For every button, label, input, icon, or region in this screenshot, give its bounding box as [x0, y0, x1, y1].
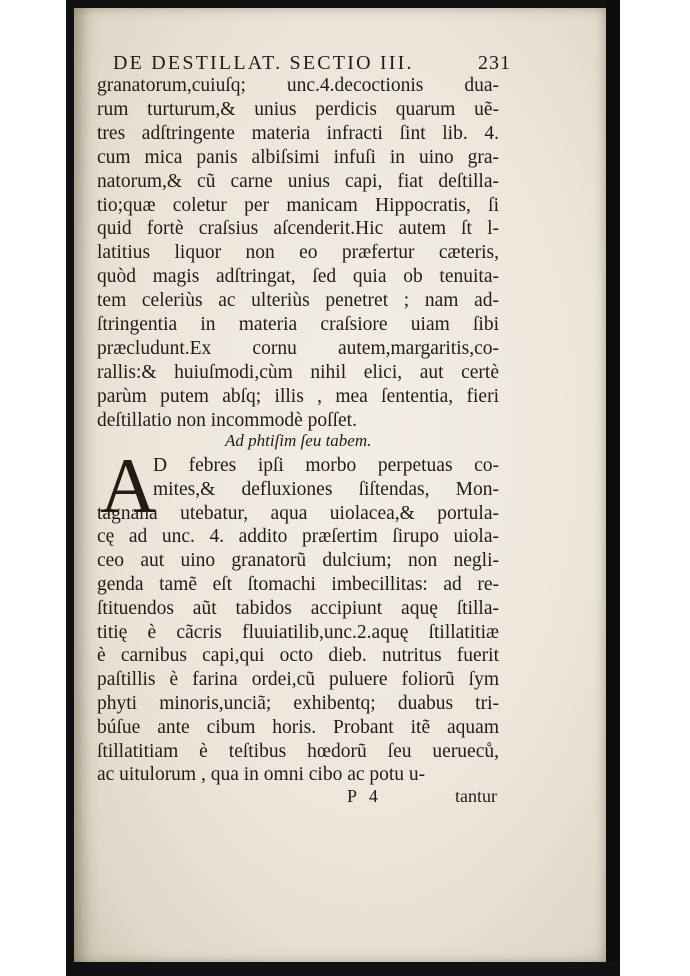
text-line: titię è cãcris fluuiatilib,unc.2.aquę ſtillatitiæ — [97, 621, 499, 643]
text-line: granatorum,cuiuſq; unc.4.decoctionis dua- — [97, 75, 499, 96]
running-header — [113, 49, 511, 77]
text-line: cę ad unc. 4. addito præſertim ſirupo uiola- — [97, 526, 499, 548]
scan-border-left — [66, 0, 74, 976]
page-number: 231 — [478, 52, 511, 74]
signature-mark: P 4 — [347, 786, 382, 806]
text-line: ceo aut uino granatorũ dulcium; non negli- — [97, 550, 499, 572]
text-line: rum turturum,& unius perdicis quarum uẽ- — [97, 98, 499, 120]
text-line: è carnibus capi,qui octo dieb. nutritus fuerit — [97, 645, 499, 667]
text-line: tres adſtringente materia infracti ſint lib. 4. — [97, 122, 499, 144]
text-line: ſtillatitiam è teſtibus hœdorũ ſeu uerueců, — [97, 740, 499, 762]
scan-border-right — [606, 0, 620, 976]
text-line: D febres ipſi morbo perpetuas co- — [153, 455, 499, 476]
text-line: natorum,& cũ carne unius capi, fiat deſtilla- — [97, 170, 499, 192]
text-line: phyti minoris,unciã; exhibentq; duabus tri- — [97, 693, 499, 714]
text-line: rallis:& huiuſmodi,cùm nihil elici, aut certè — [97, 361, 499, 383]
text-line: quid fortè craſsius aſcenderit.Hic autem ſt l- — [97, 218, 499, 240]
text-line: paſtillis è farina ordei,cũ puluere foliorũ ſym — [97, 669, 499, 691]
text-line: deſtillatio non incommodè poſſet. — [97, 409, 357, 431]
page-footer — [97, 784, 499, 808]
text-line: tagnana utebatur, aqua uiolacea,& portula- — [97, 502, 499, 524]
catchword: tantur — [455, 786, 497, 806]
text-line: latitius liquor non eo præfertur cæteris, — [97, 242, 499, 264]
text-line: ſtringentia in materia craſsiore uiam ſibi — [97, 314, 499, 335]
text-line: tem celeriùs ac ulteriùs penetret ; nam ad- — [97, 290, 499, 312]
text-line: parùm putem abſq; illis , mea ſententia, fieri — [97, 385, 499, 407]
text-line: mites,& defluxiones ſiſtendas, Mon- — [153, 478, 499, 500]
text-line: ſtituendos aũt tabidos accipiunt aquę ſtilla- — [97, 597, 499, 619]
scan-border-top — [66, 0, 620, 8]
text-line: búſue ante cibum horis. Probant itẽ aquam — [97, 716, 499, 738]
running-title: DE DESTILLAT. SECTIO III. — [113, 52, 414, 74]
text-line: cum mica panis albiſsimi infuſi in uino gra- — [97, 146, 499, 168]
text-line: quòd magis adſtringat, ſed quia ob tenuita- — [97, 266, 499, 288]
text-line: tio;quæ coletur per manicam Hippocratis, ſi — [97, 194, 499, 216]
text-line: ac uitulorum , qua in omni cibo ac potu u- — [97, 764, 426, 786]
scan-border-bottom — [66, 962, 620, 976]
text-line: genda tamẽ eſt ſtomachi imbecillitas: ad re- — [97, 574, 499, 595]
drop-cap: A — [100, 442, 157, 529]
text-line: præcludunt.Ex cornu autem,margaritis,co- — [97, 337, 499, 359]
section-subheading: Ad phtiſim ſeu tabem. — [225, 431, 372, 450]
